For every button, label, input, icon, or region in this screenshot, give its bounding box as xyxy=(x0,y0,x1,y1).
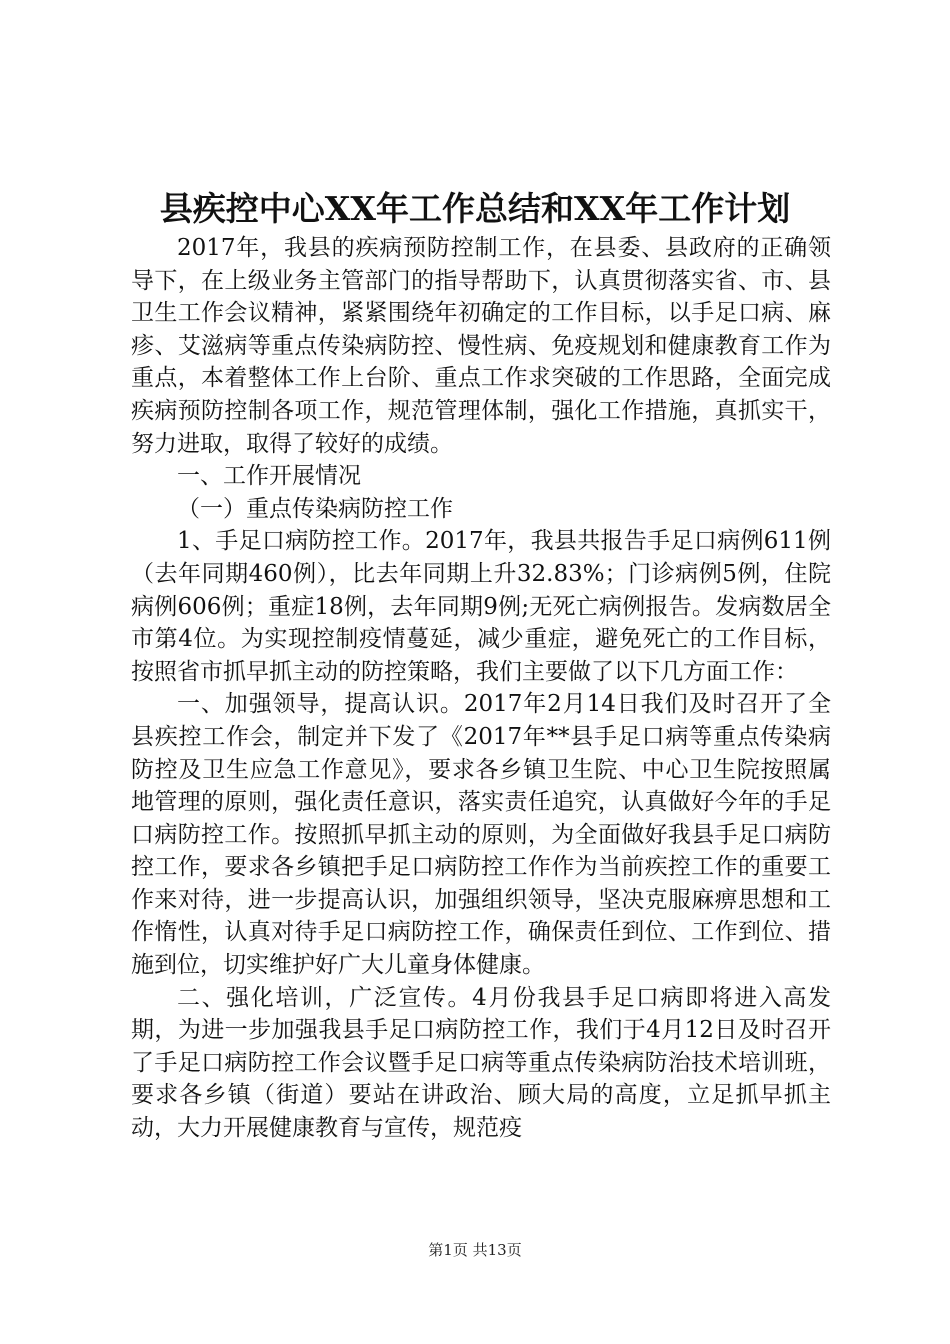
section-heading: 一、工作开展情况 xyxy=(177,463,361,490)
subsection-heading: （一）重点传染病防控工作 xyxy=(177,495,453,522)
paragraph-leadership: 一、加强领导，提高认识。2017年2月14日我们及时召开了全县疾控工作会，制定并下发了《2017年**县手足口病等重点传染病防控及卫生应急工作意见》，要求各乡镇卫生院、中心卫生院按照属地管理的原则，强化责任意识，落实责任追究，认真做好今年的手足口病防控工作。按照抓早抓主动的原则，为全面做好我县手足口病防控工作，要求各乡镇把手足口病防控工作作为当前疾控工作的重要工作来对待，进一步提高认识，加强组织领导，坚决克服麻痹思想和工作惰性，认真对待手足口病防控工作，确保责任到位、工作到位、措施到位，切实维护好广大儿童身体健康。 xyxy=(131,691,831,979)
page-footer: 第1页 共13页 xyxy=(428,1241,522,1259)
paragraph-hfmd-overview: 1、手足口病防控工作。2017年，我县共报告手足口病例611例（去年同期460例），比去年同期上升32.83%；门诊病例5例，住院病例606例；重症18例，去年同期9例;无死亡病例报告。发病数居全市第4位。为实现控制疫情蔓延，减少重症，避免死亡的工作目标，按照省市抓早抓主动的防控策略，我们主要做了以下几方面工作： xyxy=(131,528,831,685)
document-body xyxy=(131,232,831,1145)
document-title: 县疾控中心XX年工作总结和XX年工作计划 xyxy=(159,189,791,228)
paragraph-training: 二、强化培训，广泛宣传。4月份我县手足口病即将进入高发期，为进一步加强我县手足口病防控工作，我们于4月12日及时召开了手足口病防控工作会议暨手足口病等重点传染病防治技术培训班，要求各乡镇（街道）要站在讲政治、顾大局的高度，立足抓早抓主动，大力开展健康教育与宣传，规范疫 xyxy=(131,984,831,1142)
paragraph-intro: 2017年，我县的疾病预防控制工作，在县委、县政府的正确领导下，在上级业务主管部门的指导帮助下，认真贯彻落实省、市、县卫生工作会议精神，紧紧围绕年初确定的工作目标，以手足口病、麻疹、艾滋病等重点传染病防控、慢性病、免疫规划和健康教育工作为重点，本着整体工作上台阶、重点工作求突破的工作思路，全面完成疾病预防控制各项工作，规范管理体制，强化工作措施，真抓实干，努力进取，取得了较好的成绩。 xyxy=(131,235,831,457)
